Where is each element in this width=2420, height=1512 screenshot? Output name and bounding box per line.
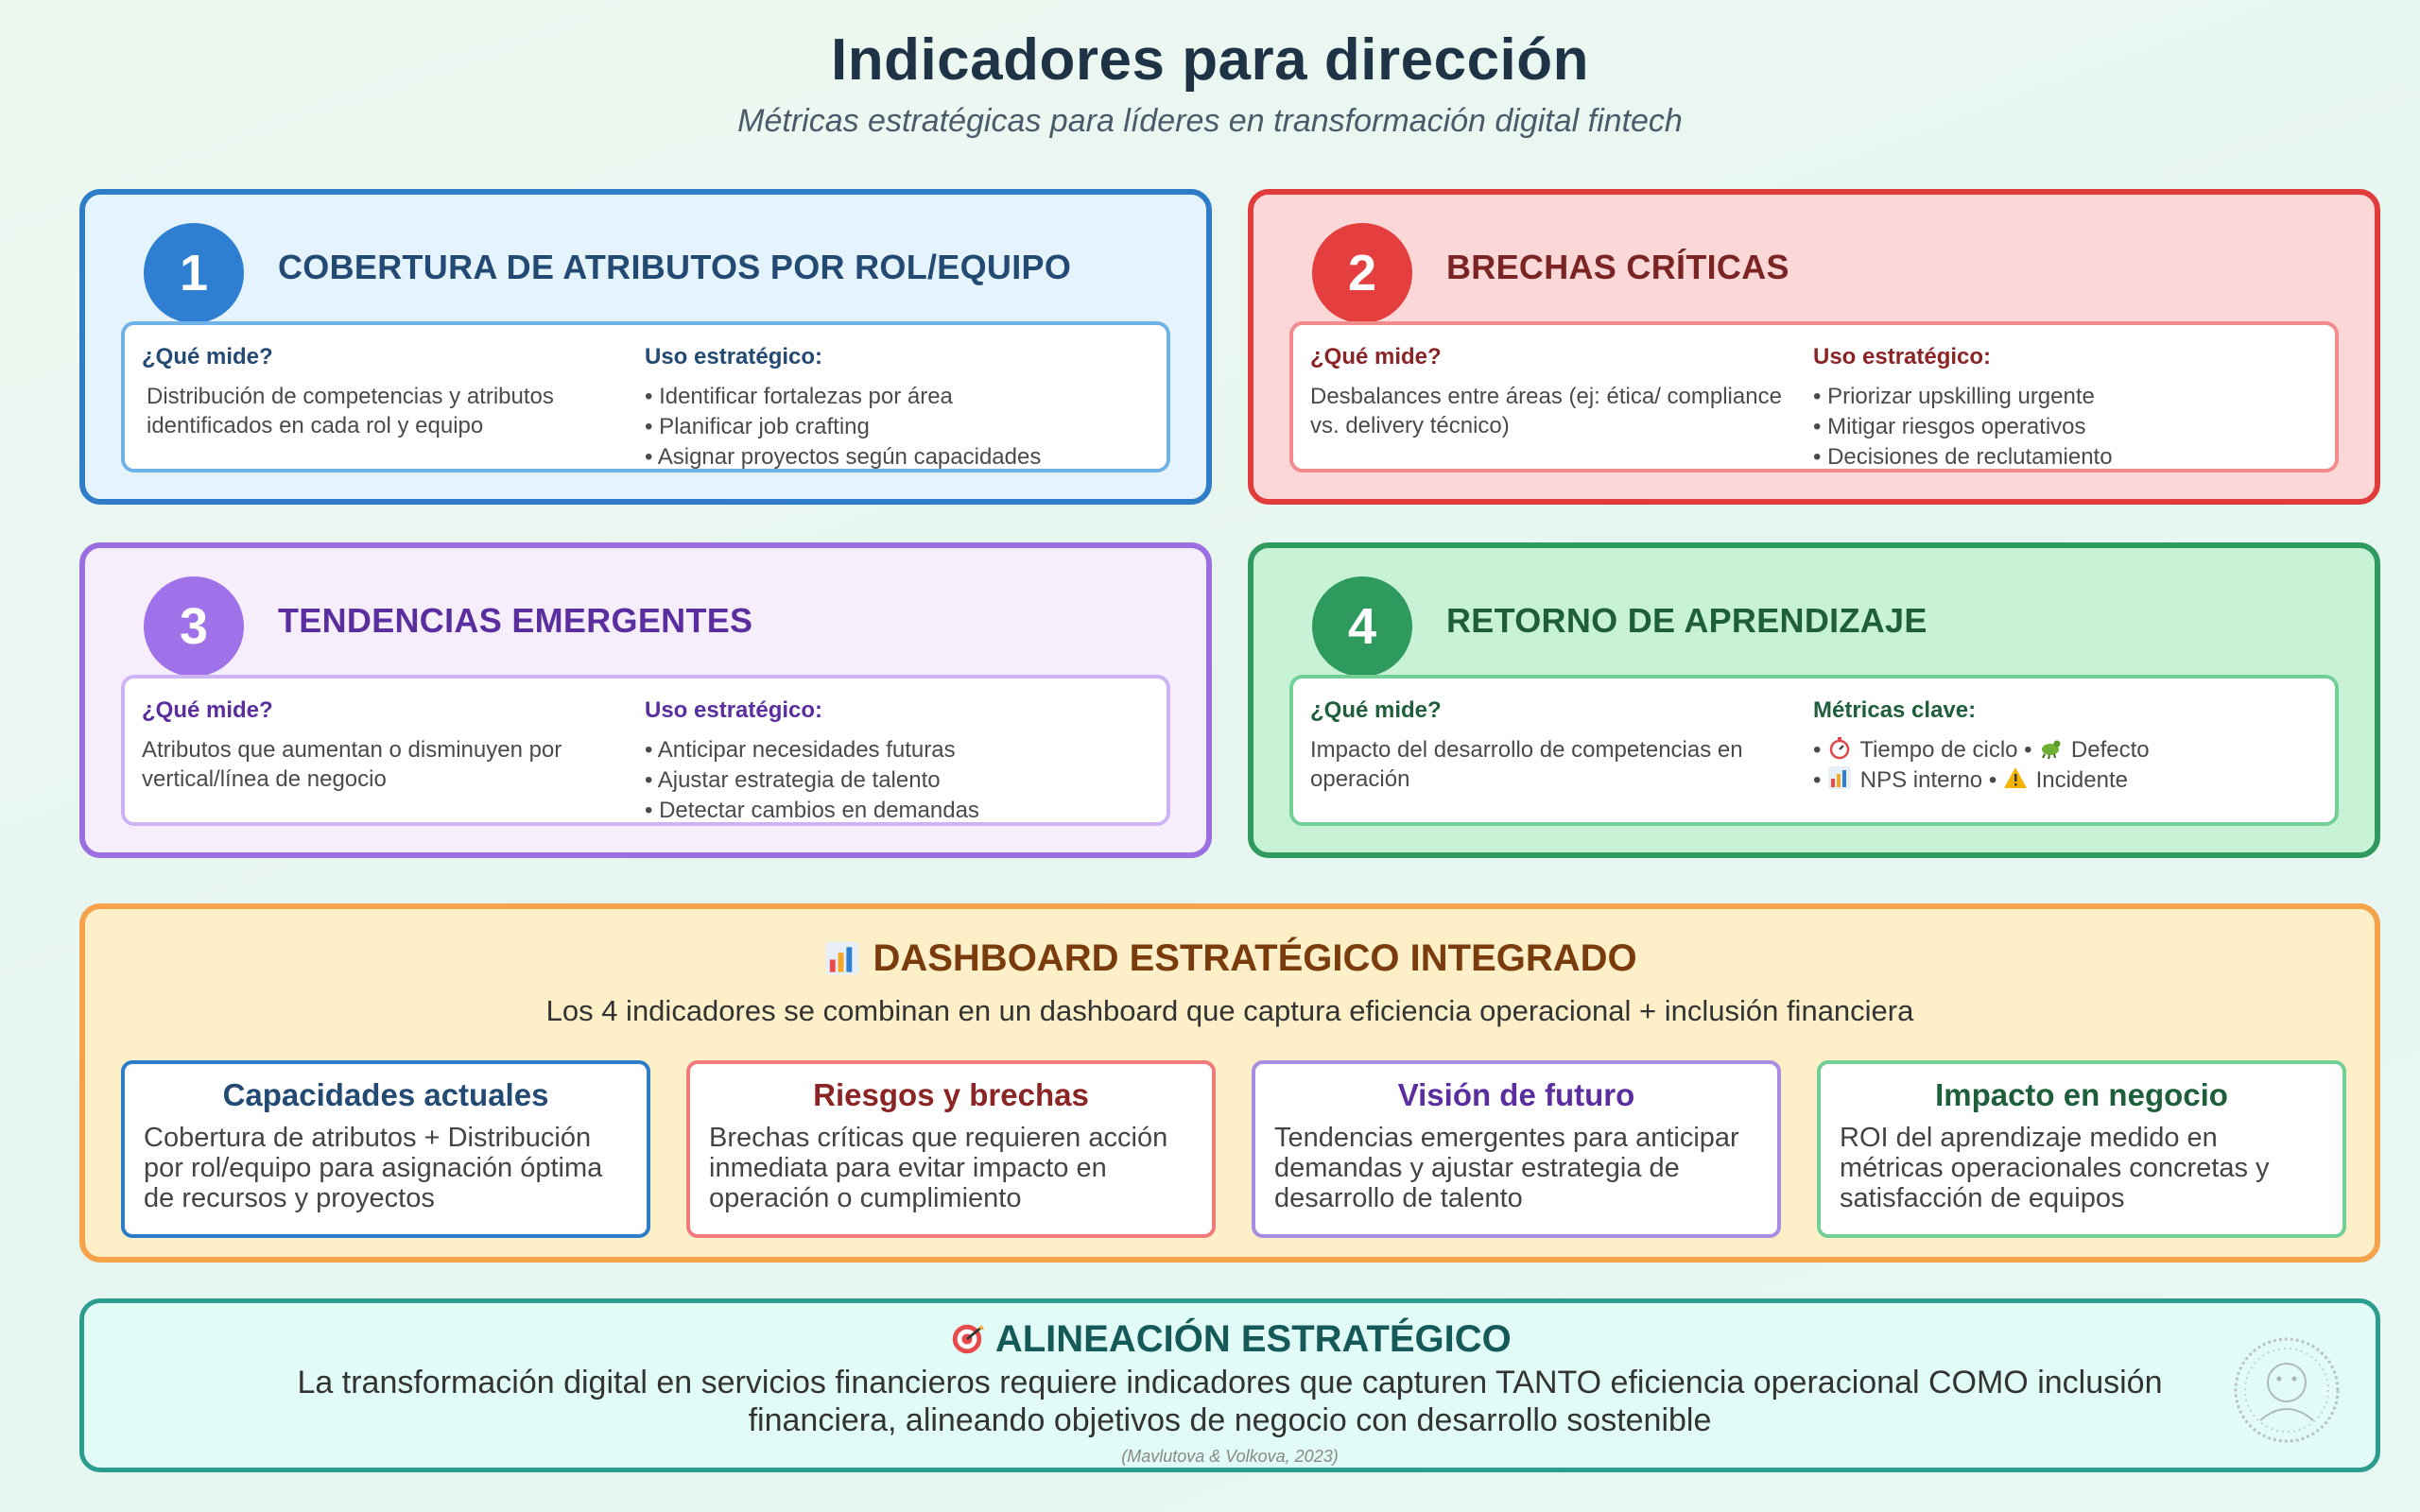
dashboard-box-title: Riesgos y brechas — [813, 1077, 1089, 1112]
dashboard-subtitle: Los 4 indicadores se combinan en un dashboard que captura eficiencia operacional + inclusión financiera — [545, 994, 1914, 1027]
indicator-detail-panel — [121, 675, 1170, 826]
indicator-title: RETORNO DE APRENDIZAJE — [1446, 601, 1927, 640]
indicator-card-3 — [79, 542, 1212, 858]
dashboard-box-title: Impacto en negocio — [1935, 1077, 2228, 1112]
indicator-title: BRECHAS CRÍTICAS — [1446, 248, 1789, 286]
indicator-detail-panel — [121, 321, 1170, 472]
metric-separator: • — [1988, 767, 1997, 793]
metric-separator: • — [2024, 737, 2032, 763]
metric-row — [1813, 735, 2324, 765]
measure-text: Impacto del desarrollo de competencias en operación — [1310, 737, 1743, 792]
dashboard-box-vision — [1252, 1060, 1781, 1238]
measure-label: ¿Qué mide? — [1310, 697, 1442, 723]
use-bullet: • Priorizar upskilling urgente — [1813, 384, 2095, 409]
alignment-section — [79, 1298, 2380, 1472]
dashboard-box-text: Tendencias emergentes para anticipar demandas y ajustar estrategia de desarrollo de talento — [1274, 1123, 1739, 1213]
metric-label: Defecto — [2070, 737, 2150, 763]
dashboard-box-text: ROI del aprendizaje medido en métricas operacionales concretas y satisfacción de equipos — [1840, 1123, 2270, 1213]
measure-column — [142, 697, 614, 794]
chart-icon — [822, 940, 862, 976]
metric-bullet: • — [1813, 737, 1822, 763]
use-bullet: • Asignar proyectos según capacidades — [645, 444, 1042, 470]
use-bullet: • Decisiones de reclutamiento — [1813, 444, 2113, 470]
indicator-number-badge: 3 — [144, 576, 244, 677]
measure-label: ¿Qué mide? — [142, 697, 273, 723]
alignment-title-row — [84, 1318, 2376, 1361]
indicator-number-badge: 1 — [144, 223, 244, 323]
measure-label: ¿Qué mide? — [142, 344, 273, 369]
measure-text: Desbalances entre áreas (ej: ética/ compliance vs. delivery técnico) — [1310, 384, 1782, 438]
dashboard-box-title: Capacidades actuales — [222, 1077, 549, 1112]
dashboard-box-capacidades — [121, 1060, 650, 1238]
use-bullet: • Identificar fortalezas por área — [645, 384, 953, 409]
indicator-title: TENDENCIAS EMERGENTES — [278, 601, 753, 640]
indicator-detail-panel — [1289, 675, 2339, 826]
seal-icon — [2232, 1335, 2342, 1445]
warning-icon — [2003, 765, 2030, 788]
stopwatch-icon — [1827, 735, 1854, 758]
measure-column — [142, 344, 614, 440]
indicator-title: COBERTURA DE ATRIBUTOS POR ROL/EQUIPO — [278, 248, 1072, 286]
measure-column — [1310, 344, 1783, 440]
use-bullet: • Planificar job crafting — [645, 414, 870, 439]
use-bullet: • Anticipar necesidades futuras — [645, 737, 956, 763]
use-column — [1813, 344, 2324, 472]
indicator-card-2 — [1248, 189, 2380, 505]
use-column — [645, 697, 1155, 826]
dashboard-box-text: Brechas críticas que requieren acción inmediata para evitar impacto en operación o cumplimiento — [709, 1123, 1168, 1213]
bug-icon — [2038, 735, 2065, 758]
measure-text: Atributos que aumentan o disminuyen por vertical/línea de negocio — [142, 737, 562, 792]
use-label: Uso estratégico: — [645, 697, 823, 723]
use-label: Uso estratégico: — [645, 344, 823, 369]
header — [0, 26, 2420, 140]
metric-label: Incidente — [2035, 767, 2128, 793]
page-subtitle: Métricas estratégicas para líderes en transformación digital fintech — [737, 103, 1683, 139]
use-column — [645, 344, 1155, 472]
dashboard-title-row — [85, 937, 2375, 980]
measure-column — [1310, 697, 1783, 794]
dashboard-box-impacto — [1817, 1060, 2346, 1238]
indicator-detail-panel — [1289, 321, 2339, 472]
use-bullet: • Mitigar riesgos operativos — [1813, 414, 2086, 439]
metric-label: NPS interno — [1859, 767, 1983, 793]
alignment-text: La transformación digital en servicios financieros requiere indicadores que capturen TANTO eficiencia operacional COMO inclusión financiera, alineando objetivos de negocio con desarrollo sostenible — [297, 1365, 2163, 1438]
indicator-number-badge: 4 — [1312, 576, 1412, 677]
indicator-card-4 — [1248, 542, 2380, 858]
dashboard-title: DASHBOARD ESTRATÉGICO INTEGRADO — [873, 937, 1637, 979]
indicator-card-1 — [79, 189, 1212, 505]
metric-bullet: • — [1813, 767, 1822, 793]
metrics-label: Métricas clave: — [1813, 697, 1977, 723]
measure-text: Distribución de competencias y atributos identificados en cada rol y equipo — [147, 384, 554, 438]
citation: (Mavlutova & Volkova, 2023) — [1121, 1447, 1339, 1466]
chart-icon — [1827, 765, 1854, 788]
dashboard-box-title: Visión de futuro — [1397, 1077, 1635, 1112]
dashboard-section — [79, 903, 2380, 1263]
target-icon — [948, 1322, 986, 1356]
use-bullet: • Detectar cambios en demandas — [645, 798, 979, 823]
indicator-number-badge: 2 — [1312, 223, 1412, 323]
use-bullet: • Ajustar estrategia de talento — [645, 767, 941, 793]
metric-row — [1813, 765, 2324, 796]
metric-label: Tiempo de ciclo — [1859, 737, 2018, 763]
metrics-column — [1813, 697, 2324, 796]
measure-label: ¿Qué mide? — [1310, 344, 1442, 369]
use-label: Uso estratégico: — [1813, 344, 1992, 369]
page-title: Indicadores para dirección — [830, 27, 1590, 93]
alignment-title: ALINEACIÓN ESTRATÉGICO — [994, 1318, 1512, 1360]
dashboard-box-text: Cobertura de atributos + Distribución por rol/equipo para asignación óptima de recursos y proyectos — [144, 1123, 603, 1213]
dashboard-box-riesgos — [686, 1060, 1216, 1238]
